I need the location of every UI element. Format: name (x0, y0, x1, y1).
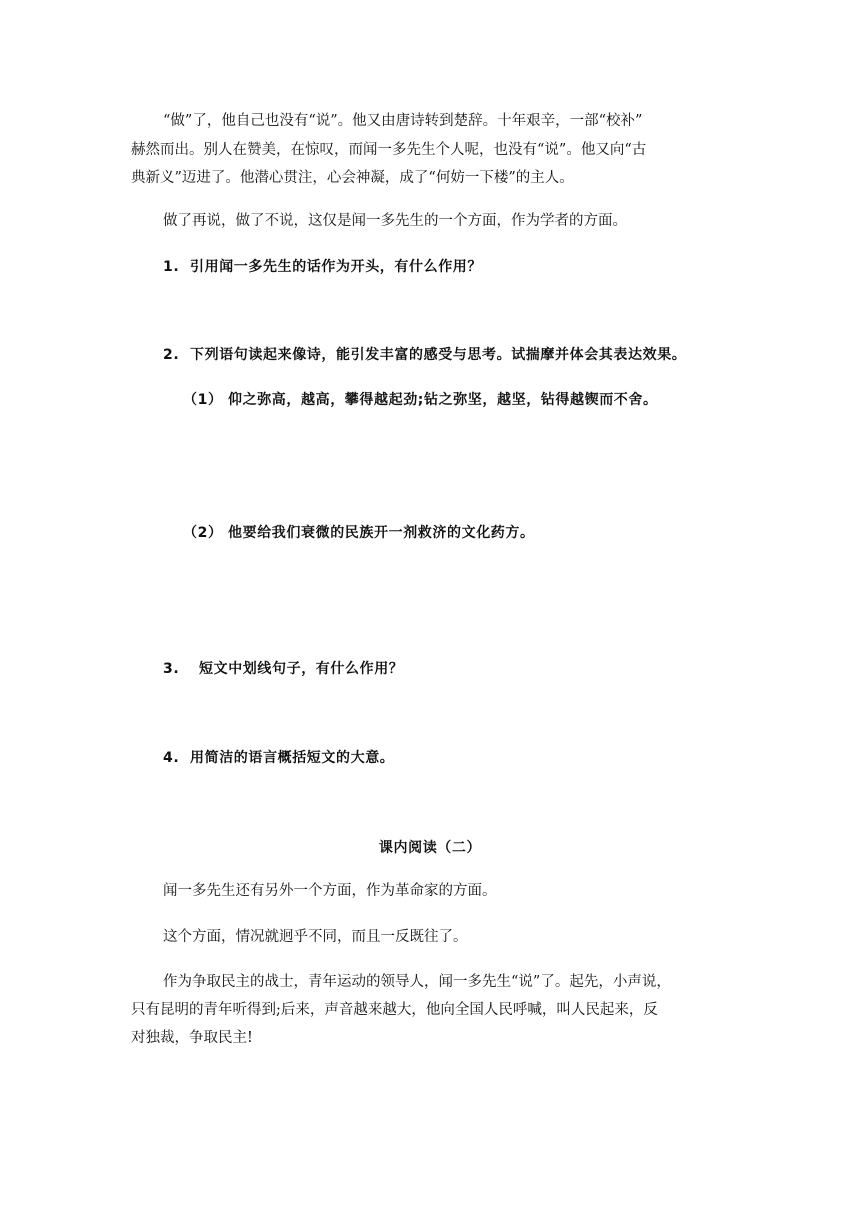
question-2-text: 下列语句读起来像诗，能引发丰富的感受与思考。试揣摩并体会其表达效果。 (190, 347, 687, 363)
question-2-sub-2-text: 他要给我们衰微的民族开一剂救济的文化药方。 (228, 525, 535, 541)
passage1-line-2: 赫然而出。别人在赞美，在惊叹，而闻一多先生个人呢，也没有“说”。他又向“古 (131, 142, 647, 158)
question-2-sub-1 (183, 391, 658, 409)
passage2-paragraph-1: 闻一多先生还有另外一个方面，作为革命家的方面。 (163, 883, 497, 899)
section-title: 课内阅读（二） (378, 840, 482, 856)
question-2-sub-1-number: （1） (183, 392, 223, 408)
passage1-line-3: 典新义”迈进了。他潜心贯注，心会神凝，成了“何妨一下楼”的主人。 (131, 170, 574, 186)
passage2-paragraph-2: 这个方面，情况就迥乎不同，而且一反既往了。 (163, 929, 468, 945)
question-2-sub-1-text: 仰之弥高，越高，攀得越起劲;钻之弥坚，越坚，钻得越锲而不舍。 (228, 392, 658, 408)
question-1-number: 1. (163, 259, 180, 275)
question-3-number: 3. (163, 661, 180, 677)
question-4-text: 用简洁的语言概括短文的大意。 (190, 750, 395, 766)
question-4 (163, 749, 394, 767)
question-2-sub-2 (183, 524, 535, 542)
question-4-number: 4. (163, 750, 180, 766)
question-3 (163, 660, 403, 678)
question-1 (163, 258, 482, 276)
passage2-paragraph-3-line-2: 只有昆明的青年听得到;后来，声音越来越大，他向全国人民呼喊，叫人民起来，反 (131, 1002, 658, 1018)
question-1-text: 引用闻一多先生的话作为开头，有什么作用？ (190, 259, 482, 275)
passage1-line-1: “做”了，他自己也没有“说”。他又由唐诗转到楚辞。十年艰辛，一部“校补” (163, 113, 643, 129)
passage1-paragraph-2: 做了再说，做了不说，这仅是闻一多先生的一个方面，作为学者的方面。 (163, 213, 627, 229)
question-3-text: 短文中划线句子，有什么作用？ (199, 661, 404, 677)
question-2-number: 2. (163, 347, 180, 363)
question-2-sub-2-number: （2） (183, 525, 223, 541)
passage2-paragraph-3-line-3: 对独裁，争取民主! (131, 1030, 253, 1046)
passage2-paragraph-3-line-1: 作为争取民主的战士，青年运动的领导人，闻一多先生“说”了。起先，小声说， (163, 974, 671, 990)
question-2 (163, 346, 686, 364)
